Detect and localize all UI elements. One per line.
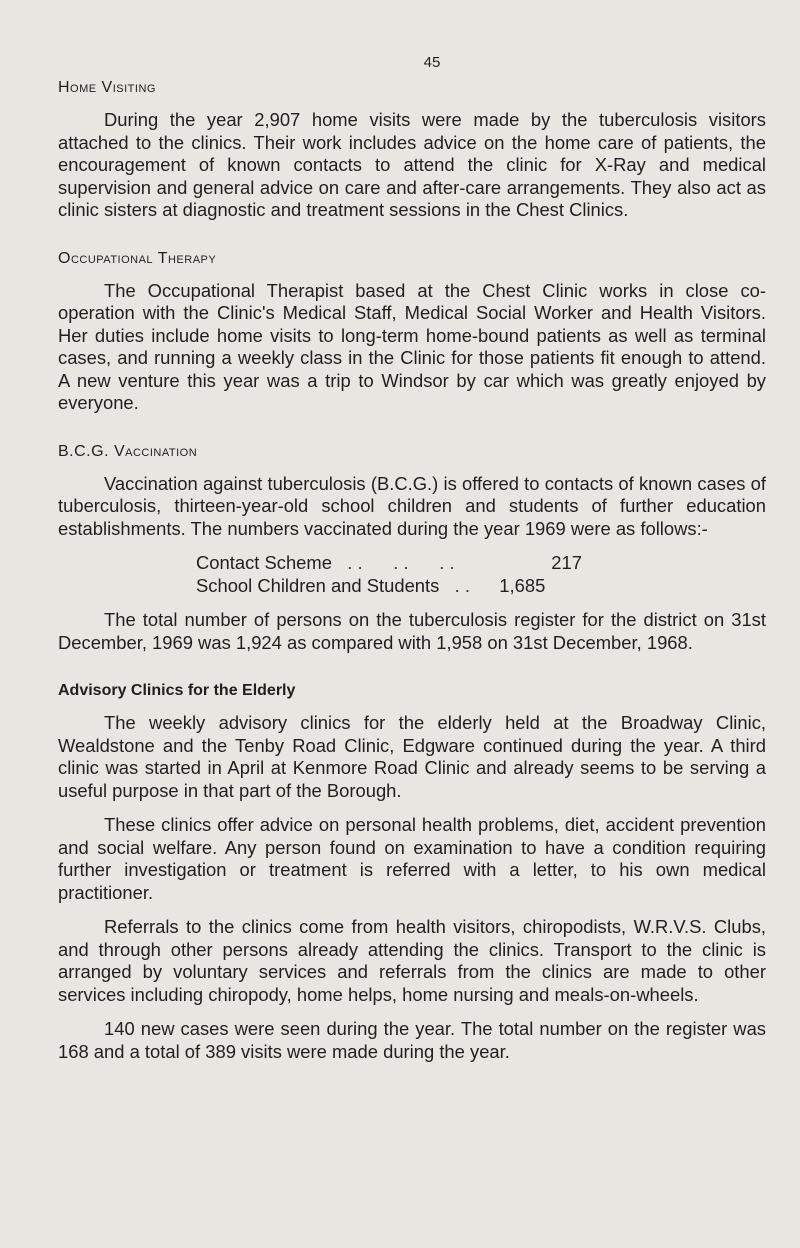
section-spacer bbox=[58, 234, 766, 250]
page-number: 45 bbox=[423, 54, 441, 71]
elderly-paragraph-4: 140 new cases were seen during the year. The total number on the register was 168 and a total of 389 visits were made during the year. bbox=[58, 1018, 766, 1062]
occupational-therapy-section bbox=[58, 250, 766, 415]
home-visiting-section bbox=[58, 79, 766, 222]
vaccination-row-value: 217 bbox=[551, 552, 582, 573]
bcg-section bbox=[58, 443, 766, 655]
vaccination-row bbox=[196, 575, 766, 598]
vaccination-row bbox=[196, 552, 766, 575]
bcg-paragraph-1: Vaccination against tuberculosis (B.C.G.) is offered to contacts of known cases of tuberculosis, thirteen-year-old school children and students of further education establishments. The numbers vaccinated during the year 1969 were as follows:- bbox=[58, 472, 766, 539]
bcg-heading: B.C.G. Vaccination bbox=[58, 442, 198, 460]
elderly-paragraph-3: Referrals to the clinics come from health visitors, chiropodists, W.R.V.S. Clubs, and through other persons already attending the clinics. Transport to the clinic is arranged by voluntary services and referrals from the clinics are made to other services including chiropody, home helps, home nursing and meals-on-wheels. bbox=[58, 916, 766, 1005]
elderly-paragraph-1: The weekly advisory clinics for the elderly held at the Broadway Clinic, Wealdstone and the Tenby Road Clinic, Edgware continued during the year. A third clinic was started in April at Kenmore Road Clinic and already seems to be serving a useful purpose in that part of the Borough. bbox=[58, 712, 766, 801]
vaccination-row-label: School Children and Students bbox=[196, 574, 440, 596]
elderly-clinics-heading: Advisory Clinics for the Elderly bbox=[58, 682, 296, 699]
home-visiting-paragraph: During the year 2,907 home visits were made by the tuberculosis visitors attached to the clinics. Their work includes advice on the home care of patients, the encouragement of known contacts to attend the clinic for X-Ray and medical supervision and general advice on care and after-care arrangements. They also act as clinic sisters at diagnostic and treatment sessions in the Chest Clinics. bbox=[58, 109, 766, 220]
vaccination-row-leader: . . bbox=[439, 574, 470, 596]
occupational-therapy-heading: Occupational Therapy bbox=[58, 249, 217, 267]
vaccination-row-value: 1,685 bbox=[499, 574, 546, 596]
vaccination-row-leader: . . . . . . bbox=[331, 552, 455, 573]
section-spacer bbox=[58, 427, 766, 443]
vaccination-row-label: Contact Scheme bbox=[196, 552, 332, 573]
home-visiting-heading: Home Visiting bbox=[58, 79, 156, 96]
bcg-paragraph-2: The total number of persons on the tuberculosis register for the district on 31st December, 1969 was 1,924 as compared with 1,958 on 31st December, 1968. bbox=[58, 609, 766, 653]
section-spacer bbox=[58, 666, 766, 682]
occupational-therapy-paragraph: The Occupational Therapist based at the Chest Clinic works in close co-operation with the Clinic's Medical Staff, Medical Social Worker and Health Visitors. Her duties include home visits to long-term home-bound patients as well as terminal cases, and running a weekly class in the Clinic for those patients fit enough to attend. A new venture this year was a trip to Windsor by car which was greatly enjoyed by everyone. bbox=[58, 279, 766, 413]
elderly-paragraph-2: These clinics offer advice on personal health problems, diet, accident prevention and social welfare. Any person found on examination to have a condition requiring further investigation or treatment is referred with a letter, to his own medical practitioner. bbox=[58, 814, 766, 903]
elderly-clinics-section bbox=[58, 682, 766, 1063]
vaccination-table bbox=[196, 552, 766, 597]
